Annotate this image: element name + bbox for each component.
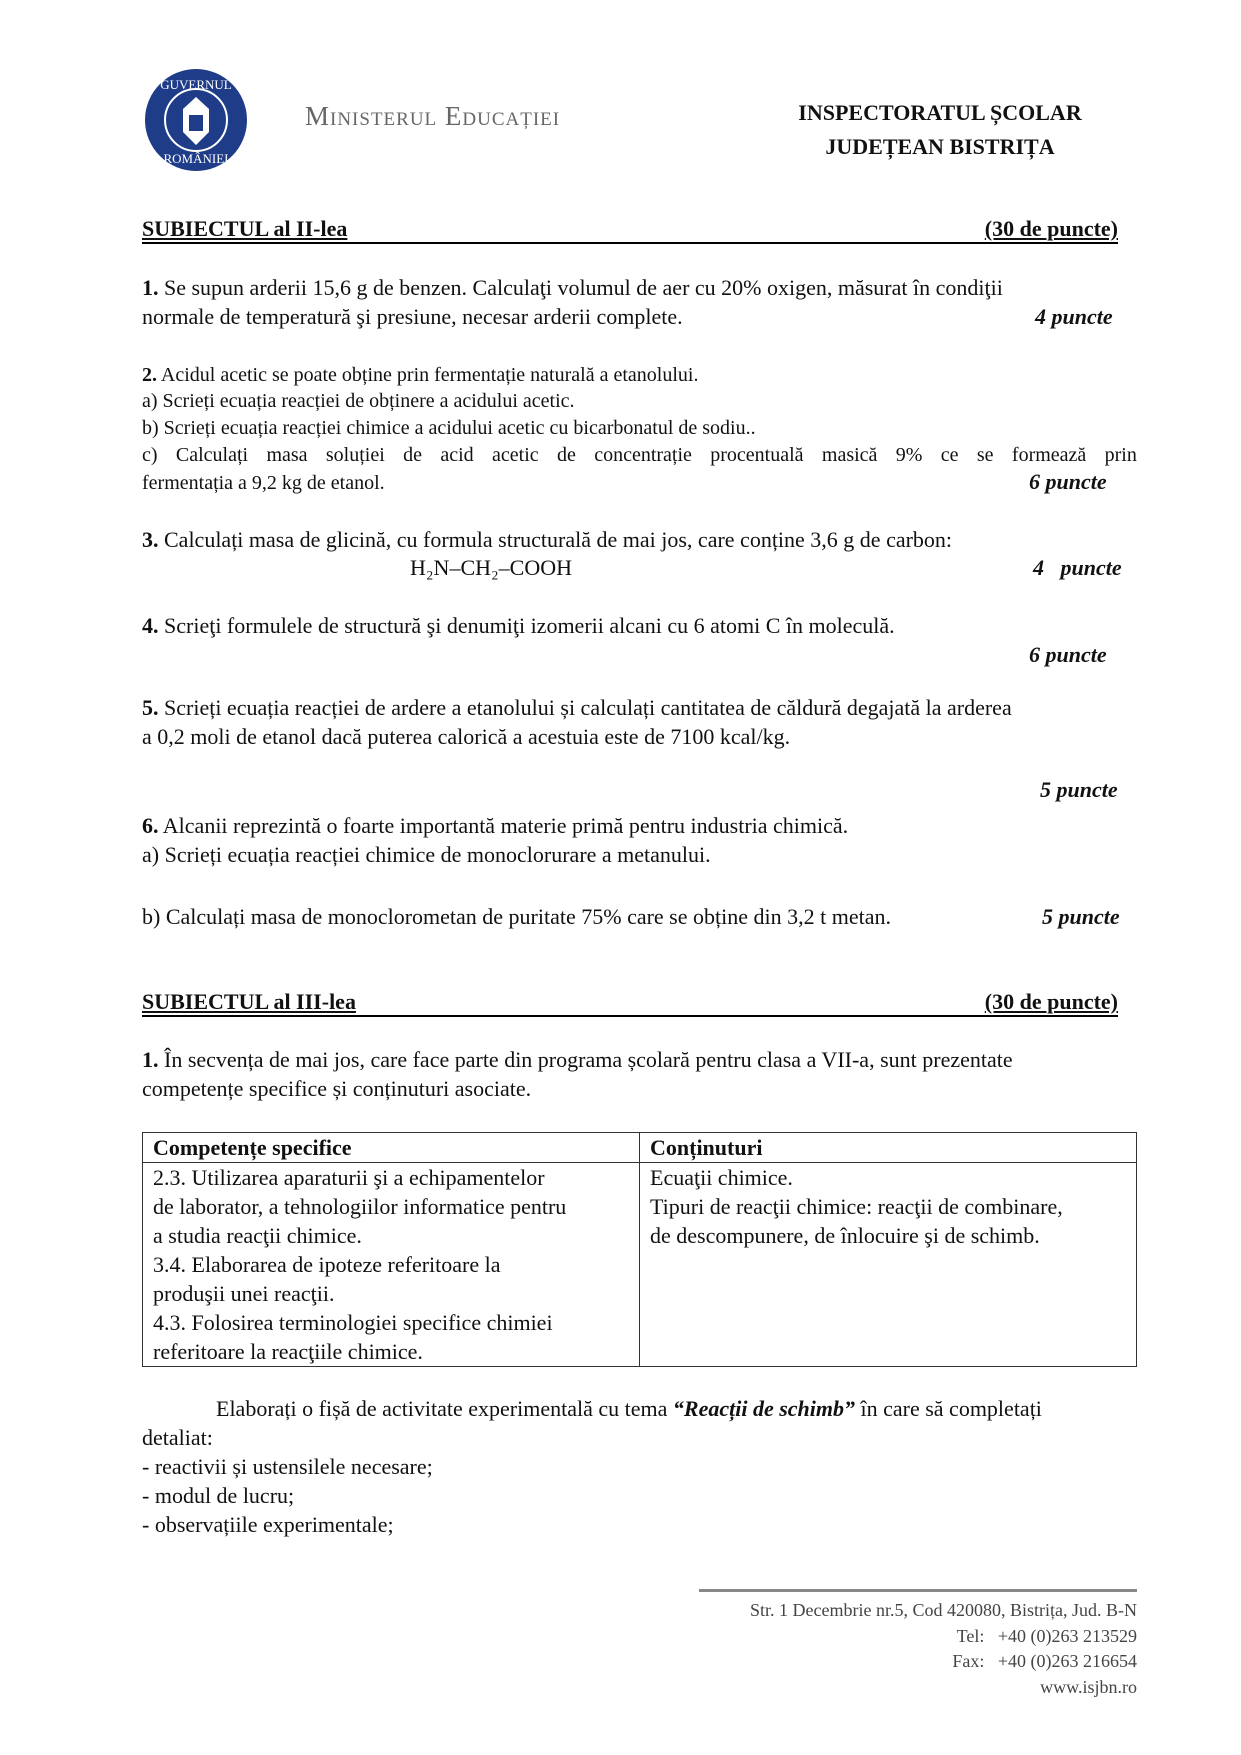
task-item: - modul de lucru; (142, 1483, 295, 1508)
q2-c-word: acetic (492, 444, 539, 466)
footer-rule (699, 1589, 1137, 1592)
footer-address: Str. 1 Decembrie nr.5, Cod 420080, Bistrița, Jud. B-N (750, 1600, 1137, 1620)
section-points: (30 de puncte) (984, 989, 1118, 1014)
footer-fax: Fax: +40 (0)263 216654 (952, 1651, 1137, 1671)
ministry-name: Ministerul Educației (305, 101, 561, 131)
q4-points: 6 puncte (1029, 642, 1107, 667)
inspectorate-line2: JUDEȚEAN BISTRIȚA (825, 134, 1055, 159)
q2-points: 6 puncte (1029, 469, 1107, 494)
competencies-cell: 2.3. Utilizarea aparaturii şi a echipamentelor de laborator, a tehnologiilor informatice pentru a studia reacţii chimice. 3.4. Elaborarea de ipoteze referitoare la produşii unei reacţii. 4.3. Folosirea terminologiei specifice chimiei referitoare la reacţiile chimice. (143, 1163, 640, 1367)
q6-line1: 6. Alcanii reprezintă o foarte importantă materie primă pentru industria chimică. (142, 813, 849, 838)
task-item: - observațiile experimentale; (142, 1512, 394, 1537)
q2-c-word: formează (1011, 444, 1087, 466)
q2-c-word: concentrație (594, 444, 692, 466)
q2-c-word: procentuală (710, 444, 804, 466)
table-header: Competențe specifice (143, 1133, 640, 1163)
inspectorate-line1: INSPECTORATUL ȘCOLAR (798, 100, 1082, 125)
q2-line1: 2. Acidul acetic se poate obține prin fermentație naturală a etanolului. (142, 364, 699, 386)
competencies-table (142, 1132, 1137, 1367)
government-logo-icon (143, 67, 249, 173)
q2-c (142, 442, 1137, 468)
q1-points: 4 puncte (1035, 304, 1113, 329)
q6-b: b) Calculați masa de monoclorometan de puritate 75% care se obține din 3,2 t metan. (142, 904, 891, 929)
q2-c-word: prin (1104, 444, 1137, 466)
q2-c-word: masică (821, 444, 878, 466)
q4-line1: 4. Scrieţi formulele de structură şi denumiţi izomerii alcani cu 6 atomi C în moleculă. (142, 613, 895, 638)
s3-q1-line1: 1. În secvența de mai jos, care face parte din programa școlară pentru clasa a VII-a, sunt prezentate (142, 1047, 1013, 1072)
task-line1: Elaborați o fișă de activitate experimentală cu tema “Reacții de schimb” în care să completați (216, 1396, 1042, 1421)
svg-text:ROMÂNIEI: ROMÂNIEI (163, 151, 229, 166)
q2-b: b) Scrieți ecuația reacției chimice a acidului acetic cu bicarbonatul de sodiu.. (142, 417, 756, 439)
q2-c-word: c) (142, 444, 158, 466)
q2-c-word: acid (440, 444, 474, 466)
section-title: SUBIECTUL al II-lea (142, 216, 348, 241)
section-2-heading (142, 216, 1118, 244)
footer-website[interactable]: www.isjbn.ro (1040, 1677, 1137, 1697)
q1-line2: normale de temperatură şi presiune, necesar arderii complete. (142, 304, 683, 329)
q1-line1: 1. Se supun arderii 15,6 g de benzen. Calculaţi volumul de aer cu 20% oxigen, măsurat în condiţii (142, 275, 1003, 300)
contents-cell: Ecuaţii chimice. Tipuri de reacţii chimice: reacţii de combinare, de descompunere, de înlocuire şi de schimb. (640, 1163, 1137, 1367)
q5-line2: a 0,2 moli de etanol dacă puterea calorică a acestuia este de 7100 kcal/kg. (142, 724, 791, 749)
q2-c-word: soluției (325, 444, 385, 466)
q6-points: 5 puncte (1042, 904, 1120, 929)
q2-c-word: Calculați (175, 444, 249, 466)
q3-line1: 3. Calculați masa de glicină, cu formula structurală de mai jos, care conține 3,6 g de carbon: (142, 527, 953, 552)
q3-points: 4 puncte (1033, 555, 1122, 580)
q5-points: 5 puncte (1040, 777, 1118, 802)
section-title: SUBIECTUL al III-lea (142, 989, 356, 1014)
footer-tel: Tel: +40 (0)263 213529 (956, 1626, 1137, 1646)
q6-a: a) Scrieți ecuația reacției chimice de monoclorurare a metanului. (142, 842, 711, 867)
q2-c-word: de (556, 444, 576, 466)
q2-c-word: de (403, 444, 422, 466)
q2-c-line2: fermentația a 9,2 kg de etanol. (142, 472, 385, 494)
q5-line1: 5. Scrieți ecuația reacției de ardere a etanolului și calculați cantitatea de căldură degajată la arderea (142, 695, 1012, 720)
s3-q1-line2: competențe specifice și conținuturi asociate. (142, 1076, 532, 1101)
section-points: (30 de puncte) (984, 216, 1118, 241)
task-item: - reactivii și ustensilele necesare; (142, 1454, 433, 1479)
section-3-heading (142, 989, 1118, 1017)
q2-c-word: ce (940, 444, 959, 466)
q2-c-word: masa (266, 444, 308, 466)
table-header: Conținuturi (640, 1133, 1137, 1163)
q2-c-word: 9% (895, 444, 923, 466)
q2-c-word: se (976, 444, 994, 466)
task-line2: detaliat: (142, 1425, 213, 1450)
svg-text:GUVERNUL: GUVERNUL (160, 77, 232, 92)
glycine-formula: H₂N–CH₂–COOH (410, 555, 573, 580)
q2-a: a) Scrieți ecuația reacției de obținere a acidului acetic. (142, 390, 575, 412)
